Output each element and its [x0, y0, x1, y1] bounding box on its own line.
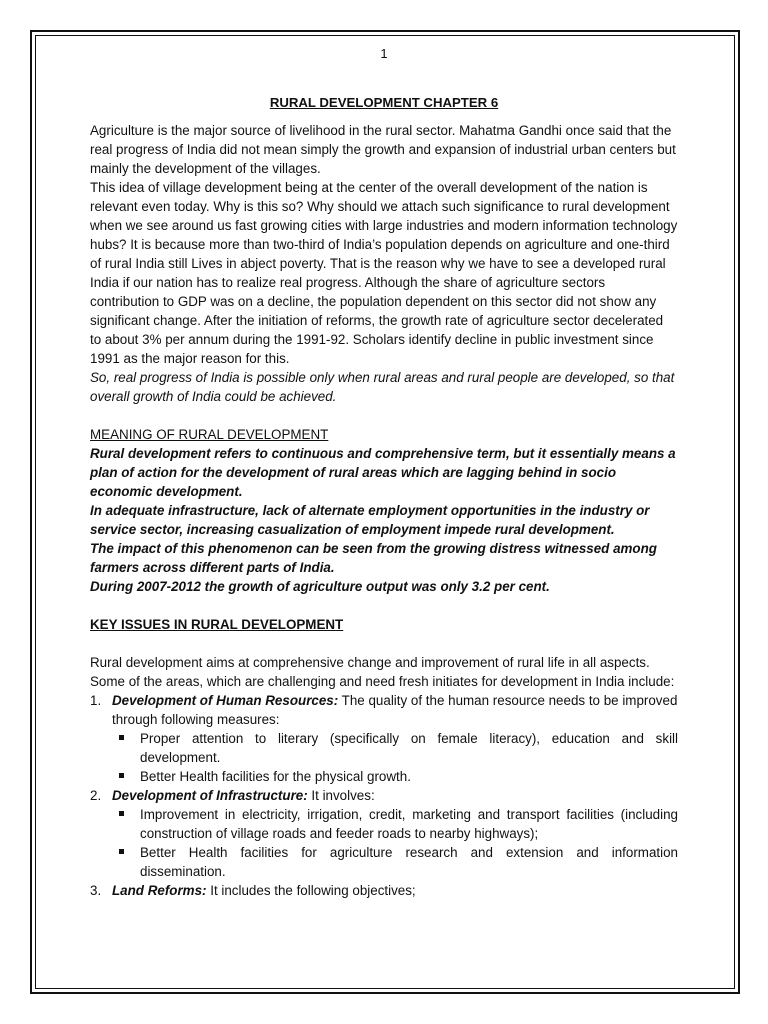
meaning-line-4: During 2007-2012 the growth of agriculture output was only 3.2 per cent.	[90, 579, 550, 594]
sub-list-item-text: Better Health facilities for agriculture research and extension and information dissemination.	[140, 845, 678, 879]
sub-list	[112, 729, 678, 786]
square-bullet-icon	[119, 811, 124, 816]
square-bullet-icon	[119, 773, 124, 778]
list-number: 1.	[90, 693, 102, 708]
list-item-label: Land Reforms:	[112, 883, 207, 898]
list-item	[90, 881, 678, 900]
list-item	[90, 786, 678, 881]
key-issues-list	[90, 691, 678, 900]
intro-paragraph-1: Agriculture is the major source of livelihood in the rural sector. Mahatma Gandhi once said that the real progress of India did not mean simply the growth and expansion of industrial urban centers but mainly the development of the villages.	[90, 123, 676, 176]
sub-list-item-text: Better Health facilities for the physical growth.	[140, 769, 411, 784]
list-number: 2.	[90, 788, 102, 803]
square-bullet-icon	[119, 735, 124, 740]
sub-list-item-text: Proper attention to literary (specifically on female literacy), education and skill development.	[140, 731, 678, 765]
list-item-label: Development of Infrastructure:	[112, 788, 308, 803]
sub-list-item	[112, 729, 678, 767]
meaning-heading: MEANING OF RURAL DEVELOPMENT	[90, 427, 329, 442]
spacer	[90, 406, 678, 425]
square-bullet-icon	[119, 849, 124, 854]
intro-paragraph-2: This idea of village development being at the center of the overall development of the nation is relevant even today. Why is this so? Why should we attach such significance to rural development when we see around us fast growing cities with large industries and modern information technology hubs? It is because more than two-third of India’s population depends on agriculture and one-third of rural India still Lives in abject poverty. That is the reason why we have to see a developed rural India if our nation has to realize real progress. Although the share of agriculture sectors contribution to GDP was on a decline, the population dependent on this sector did not show any significant change. After the initiation of reforms, the growth rate of agriculture sector decelerated to about 3% per annum during the 1991-92. Scholars identify decline in public investment since 1991 as the major reason for this.	[90, 180, 678, 366]
key-issues-intro: Rural development aims at comprehensive change and improvement of rural life in all aspects. Some of the areas, which are challenging and need fresh initiates for development in India include:	[90, 655, 675, 689]
document-body	[90, 93, 678, 900]
sub-list	[112, 805, 678, 881]
meaning-line-1: Rural development refers to continuous and comprehensive term, but it essentially means a plan of action for the development of rural areas which are lagging behind in socio economic development.	[90, 446, 676, 499]
list-number: 3.	[90, 883, 102, 898]
sub-list-item	[112, 767, 678, 786]
page-number: 1	[380, 46, 388, 61]
list-item-text: It involves:	[307, 788, 375, 803]
page-title: RURAL DEVELOPMENT CHAPTER 6	[269, 95, 499, 110]
list-item-label: Development of Human Resources:	[112, 693, 339, 708]
sub-list-item	[112, 805, 678, 843]
list-item-text: It includes the following objectives;	[206, 883, 416, 898]
spacer	[90, 596, 678, 615]
meaning-line-3: The impact of this phenomenon can be seen from the growing distress witnessed among farmers across different parts of India.	[90, 541, 657, 575]
list-item-text: The quality of the human resource needs to be improved through following measures:	[112, 693, 678, 727]
sub-list-item	[112, 843, 678, 881]
list-item	[90, 691, 678, 786]
intro-conclusion: So, real progress of India is possible only when rural areas and rural people are developed, so that overall growth of India could be achieved.	[90, 370, 675, 404]
key-issues-heading: KEY ISSUES IN RURAL DEVELOPMENT	[90, 617, 344, 632]
sub-list-item-text: Improvement in electricity, irrigation, credit, marketing and transport facilities (including construction of village roads and feeder roads to nearby highways);	[140, 807, 678, 841]
spacer	[90, 634, 678, 653]
meaning-line-2: In adequate infrastructure, lack of alternate employment opportunities in the industry or service sector, increasing casualization of employment impede rural development.	[90, 503, 650, 537]
